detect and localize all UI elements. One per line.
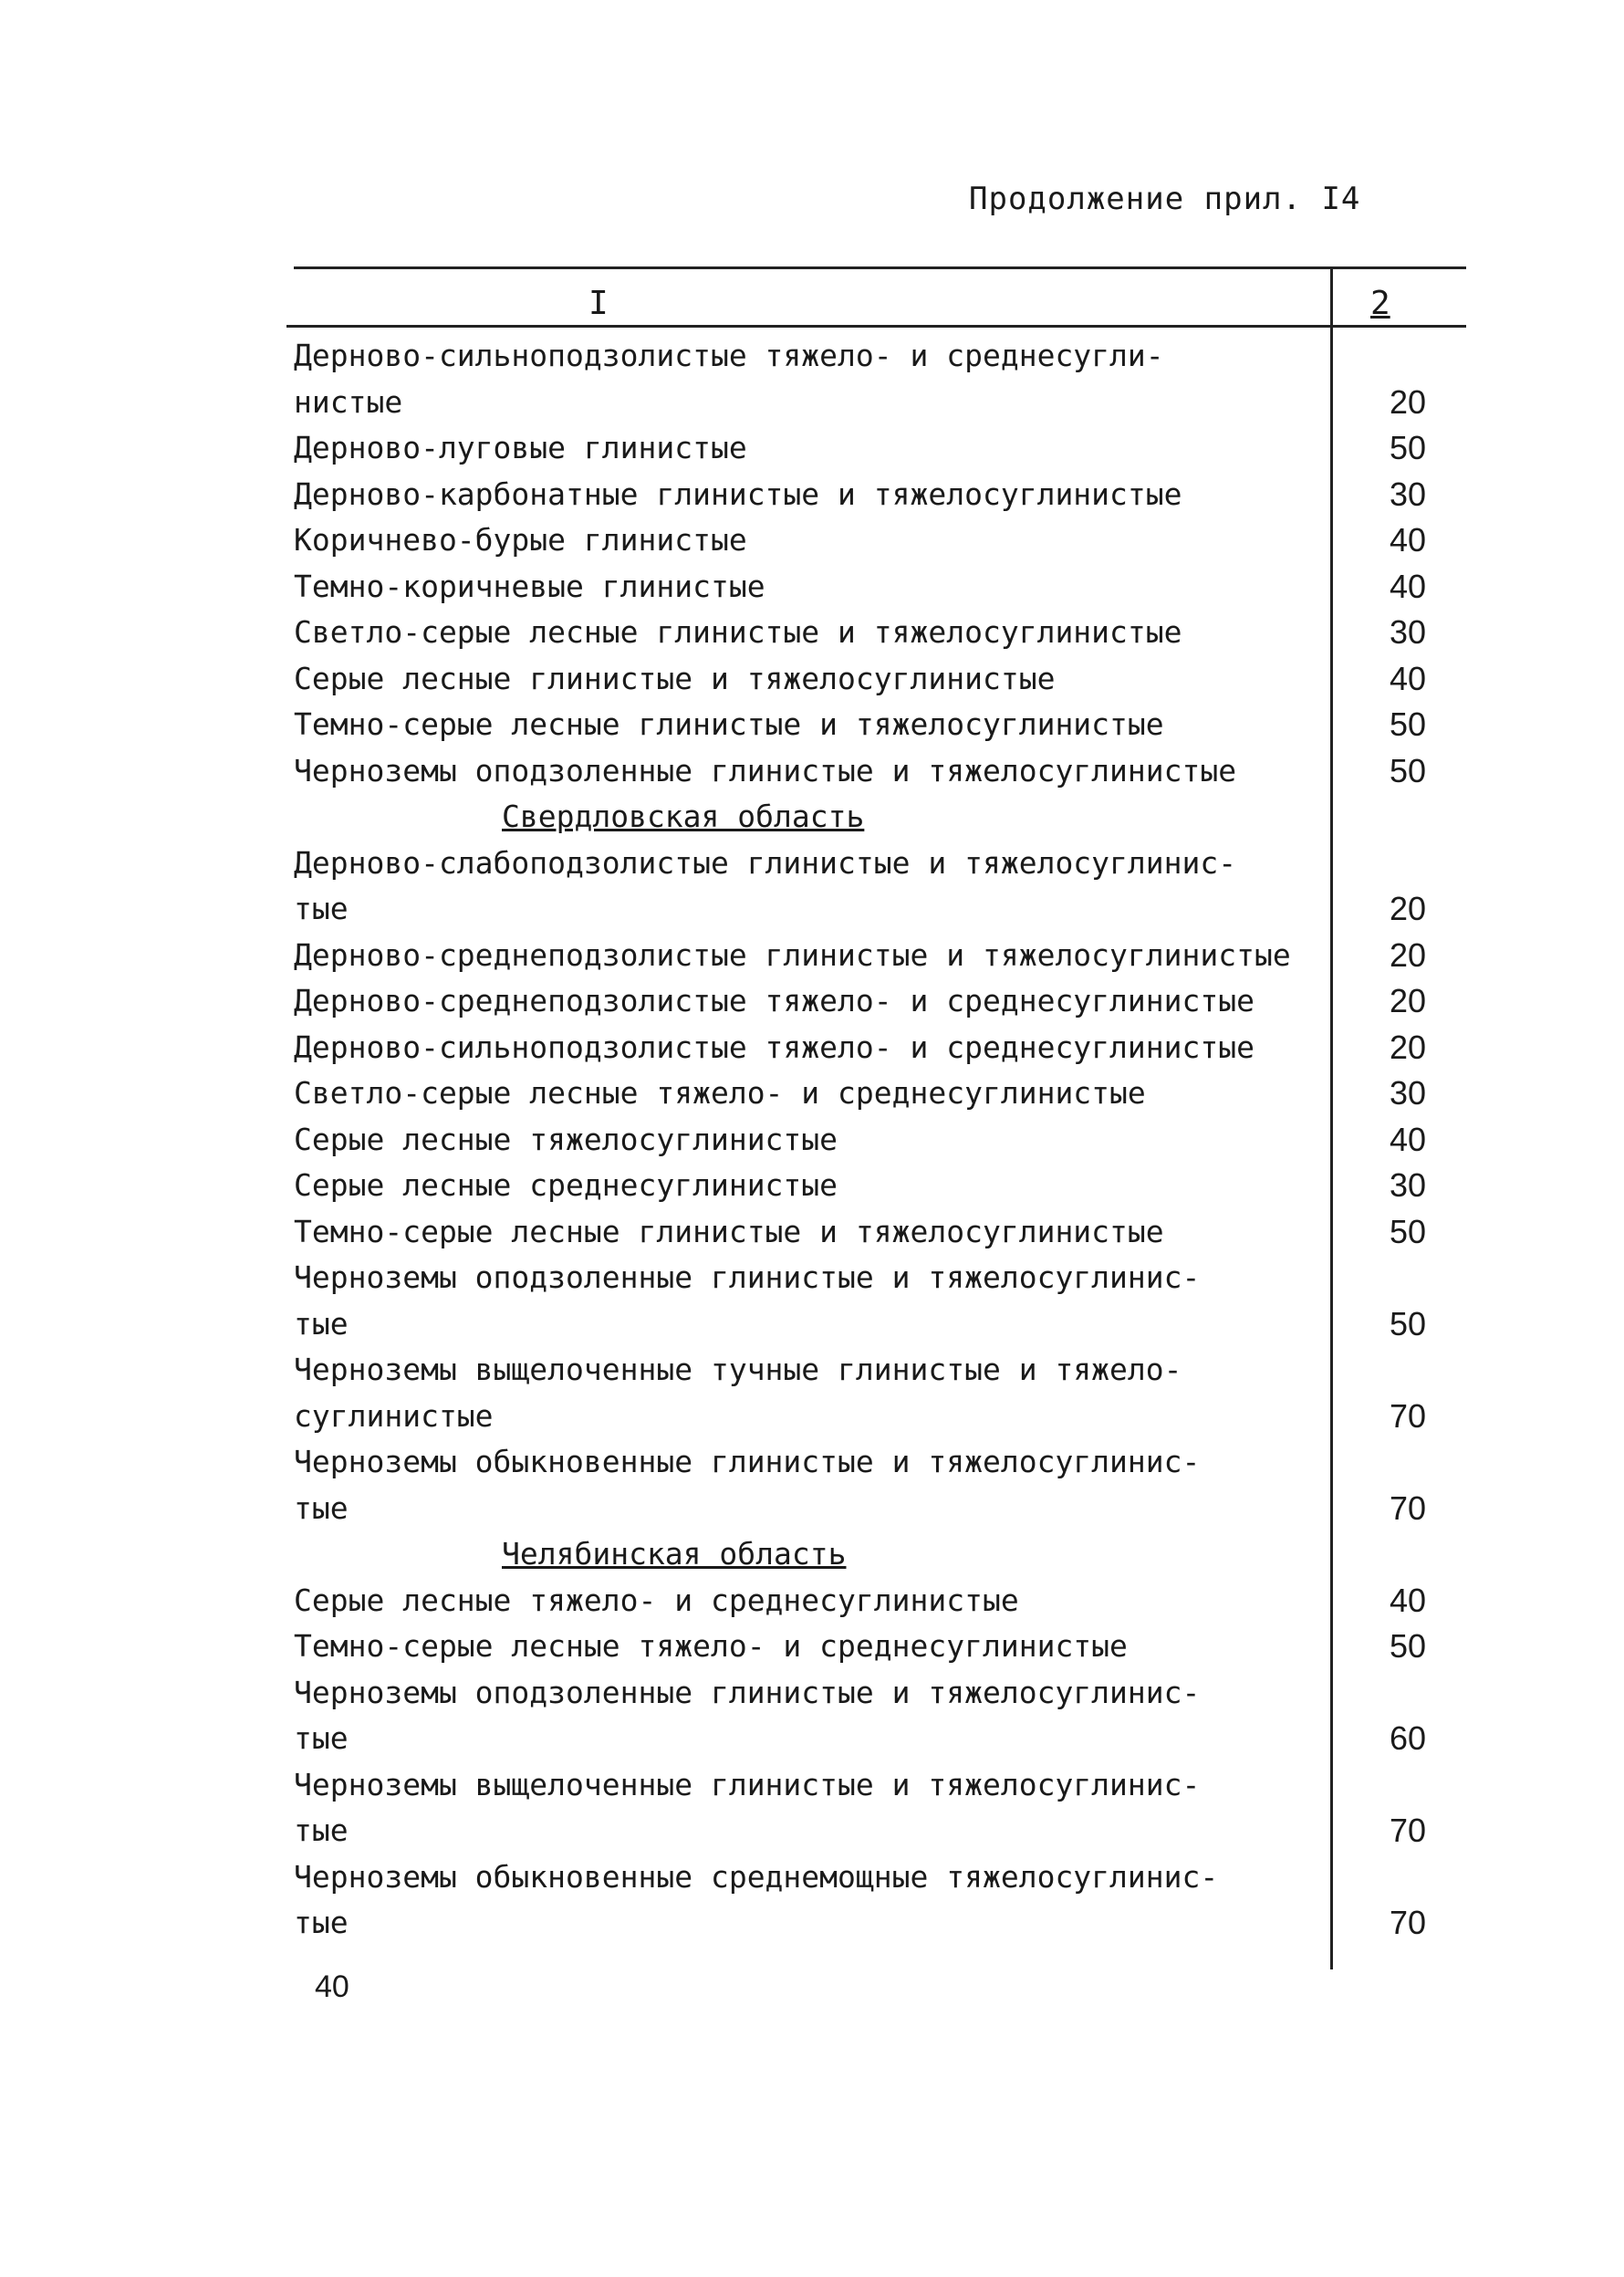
soil-type-text: тые bbox=[294, 1812, 349, 1848]
table-row bbox=[294, 610, 1466, 656]
soil-type-text: Черноземы выщелоченные глинистые и тяжелосуглинис- bbox=[294, 1766, 1201, 1802]
soil-type-text: Светло-серые лесные глинистые и тяжелосуглинистые bbox=[294, 614, 1182, 650]
table-row bbox=[294, 1163, 1466, 1209]
row-value: 30 bbox=[1389, 1074, 1427, 1112]
soil-type-text: Темно-серые лесные глинистые и тяжелосуглинистые bbox=[294, 1213, 1164, 1249]
soil-type-text: Серые лесные среднесуглинистые bbox=[294, 1167, 838, 1203]
table-row bbox=[294, 1716, 1466, 1762]
region-heading bbox=[294, 794, 1466, 841]
soil-type-text: тые bbox=[294, 1905, 349, 1940]
soil-type-text: тые bbox=[294, 1489, 349, 1526]
row-value: 70 bbox=[1389, 1812, 1427, 1849]
row-value: 20 bbox=[1389, 382, 1427, 421]
soil-type-text: Темно-серые лесные тяжело- и среднесуглинистые bbox=[294, 1628, 1128, 1664]
table-row bbox=[294, 841, 1466, 887]
soil-type-text: Темно-коричневые глинистые bbox=[294, 568, 765, 604]
table-row bbox=[294, 1578, 1466, 1624]
table-body bbox=[294, 333, 1466, 1947]
table-row bbox=[294, 1347, 1466, 1394]
row-value: 30 bbox=[1389, 1166, 1427, 1204]
table-row bbox=[294, 1900, 1466, 1947]
table-row bbox=[294, 978, 1466, 1025]
soil-type-text: Черноземы выщелоченные тучные глинистые и тяжело- bbox=[294, 1352, 1182, 1387]
table-row bbox=[294, 425, 1466, 472]
page-header: Продолжение прил. I4 bbox=[969, 181, 1361, 217]
soil-type-text: тые bbox=[294, 1305, 349, 1342]
table-row bbox=[294, 1808, 1466, 1854]
table-row bbox=[294, 702, 1466, 748]
soil-type-text: Коричнево-бурые глинистые bbox=[294, 522, 747, 558]
row-value: 50 bbox=[1389, 1304, 1427, 1342]
soil-type-text: Светло-серые лесные тяжело- и среднесуглинистые bbox=[294, 1075, 1146, 1111]
row-value: 70 bbox=[1389, 1396, 1427, 1435]
soil-type-text: Дерново-среднеподзолистые глинистые и тяжелосуглинистые bbox=[294, 936, 1291, 973]
table-row bbox=[294, 1486, 1466, 1532]
soil-type-text: Дерново-карбонатные глинистые и тяжелосуглинистые bbox=[294, 475, 1182, 512]
row-value: 40 bbox=[1389, 567, 1427, 605]
table-row bbox=[294, 333, 1466, 380]
table-header-rule bbox=[286, 325, 1466, 328]
soil-type-text: Дерново-луговые глинистые bbox=[294, 430, 747, 465]
table-row bbox=[294, 380, 1466, 426]
soil-type-text: тые bbox=[294, 1720, 349, 1756]
row-value: 50 bbox=[1389, 1212, 1427, 1250]
row-value: 50 bbox=[1389, 705, 1427, 743]
table-row bbox=[294, 517, 1466, 564]
table-row bbox=[294, 1117, 1466, 1164]
row-value: 20 bbox=[1389, 1028, 1427, 1066]
table-row bbox=[294, 886, 1466, 933]
page-number: 40 bbox=[315, 1969, 349, 2004]
row-value: 20 bbox=[1389, 982, 1427, 1019]
soil-type-text: Дерново-слабоподзолистые глинистые и тяжелосуглинис- bbox=[294, 844, 1237, 881]
table-row bbox=[294, 472, 1466, 518]
table-row bbox=[294, 1762, 1466, 1809]
table-row bbox=[294, 1209, 1466, 1256]
soil-type-text: Темно-серые лесные глинистые и тяжелосуглинистые bbox=[294, 706, 1164, 742]
soil-type-text: тые bbox=[294, 891, 349, 926]
soil-type-text: Черноземы оподзоленные глинистые и тяжелосуглинистые bbox=[294, 752, 1237, 789]
row-value: 20 bbox=[1389, 935, 1427, 974]
row-value: 70 bbox=[1389, 1904, 1427, 1941]
table-top-rule bbox=[294, 266, 1466, 269]
table-row bbox=[294, 1071, 1466, 1117]
soil-type-text: Черноземы обыкновенные глинистые и тяжелосуглинис- bbox=[294, 1444, 1201, 1479]
table-row bbox=[294, 1854, 1466, 1901]
row-value: 50 bbox=[1389, 751, 1427, 789]
table-row bbox=[294, 748, 1466, 795]
table-row bbox=[294, 564, 1466, 611]
column-header-2: 2 bbox=[1370, 285, 1390, 322]
row-value: 40 bbox=[1389, 659, 1427, 697]
table-row bbox=[294, 1301, 1466, 1348]
soil-type-text: Дерново-сильноподзолистые тяжело- и среднесугли- bbox=[294, 338, 1164, 373]
table-row bbox=[294, 1439, 1466, 1486]
row-value: 50 bbox=[1389, 429, 1427, 466]
soil-type-text: Дерново-сильноподзолистые тяжело- и среднесуглинистые bbox=[294, 1029, 1254, 1065]
soil-type-text: Черноземы оподзоленные глинистые и тяжелосуглинис- bbox=[294, 1259, 1201, 1295]
region-title: Челябинская область bbox=[502, 1536, 847, 1572]
row-value: 70 bbox=[1389, 1488, 1427, 1527]
row-value: 30 bbox=[1389, 475, 1427, 513]
soil-type-text: суглинистые bbox=[294, 1397, 494, 1434]
region-heading bbox=[294, 1531, 1466, 1578]
soil-type-text: Серые лесные глинистые и тяжелосуглинистые bbox=[294, 660, 1056, 696]
soil-type-text: Черноземы обыкновенные среднемощные тяжелосуглинис- bbox=[294, 1858, 1219, 1895]
table-row bbox=[294, 1394, 1466, 1440]
soil-type-text: Серые лесные тяжело- и среднесуглинистые bbox=[294, 1582, 1019, 1618]
table-row bbox=[294, 933, 1466, 979]
region-title: Свердловская область bbox=[502, 799, 865, 834]
row-value: 50 bbox=[1389, 1627, 1427, 1665]
table-row bbox=[294, 1670, 1466, 1717]
row-value: 30 bbox=[1389, 613, 1427, 651]
row-value: 40 bbox=[1389, 1581, 1427, 1619]
row-value: 60 bbox=[1389, 1719, 1427, 1757]
soil-type-text: Черноземы оподзоленные глинистые и тяжелосуглинис- bbox=[294, 1674, 1201, 1710]
row-value: 40 bbox=[1389, 521, 1427, 559]
table-row bbox=[294, 1025, 1466, 1071]
row-value: 20 bbox=[1389, 890, 1427, 927]
soil-type-text: Серые лесные тяжелосуглинистые bbox=[294, 1121, 838, 1157]
column-header-1: I bbox=[588, 285, 609, 322]
table-row bbox=[294, 656, 1466, 703]
soil-type-text: Дерново-среднеподзолистые тяжело- и среднесуглинистые bbox=[294, 983, 1254, 1018]
table-row bbox=[294, 1624, 1466, 1670]
row-value: 40 bbox=[1389, 1120, 1427, 1158]
table-row bbox=[294, 1255, 1466, 1301]
soil-type-text: нистые bbox=[294, 383, 403, 420]
